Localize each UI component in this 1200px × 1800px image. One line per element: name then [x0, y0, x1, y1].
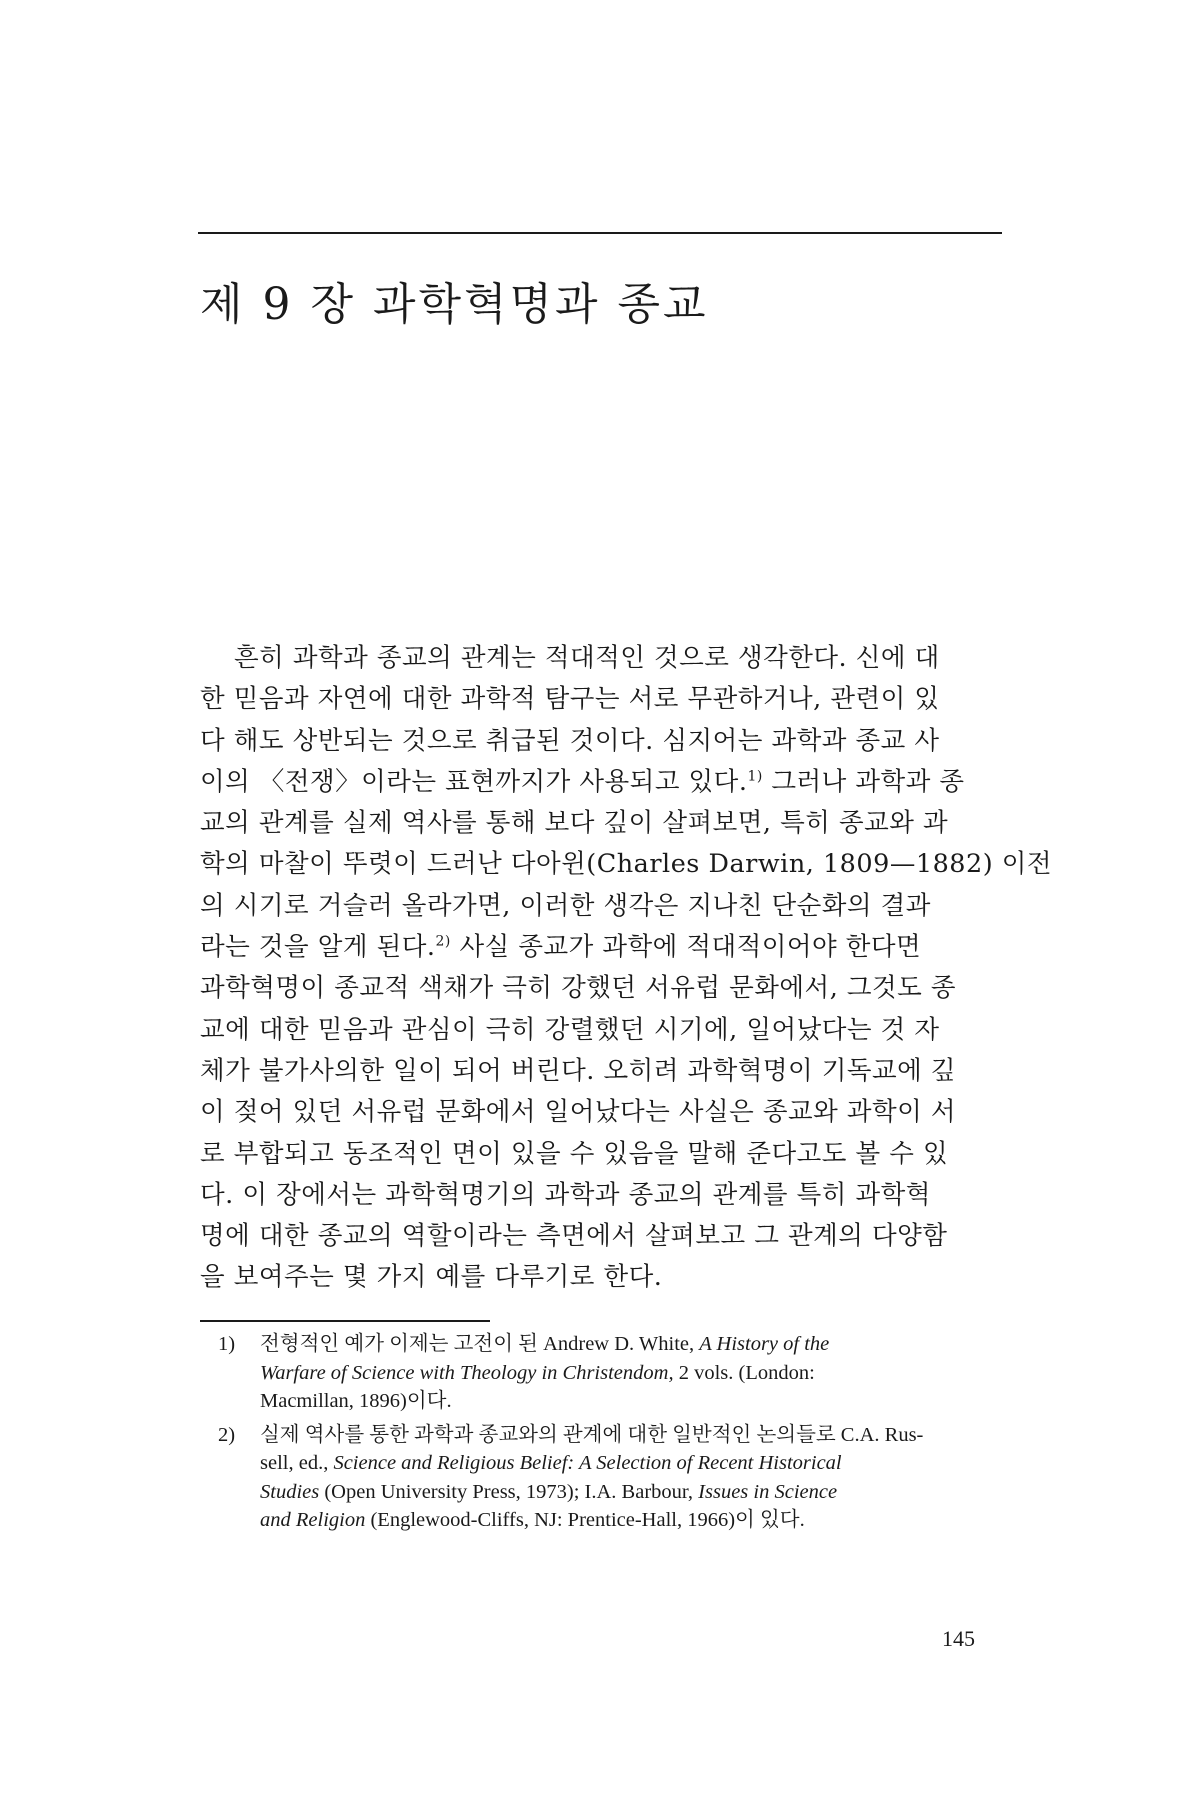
- body-line-with-footnote: [200, 927, 1006, 968]
- body-line: 로 부합되고 동조적인 면이 있을 수 있음을 말해 준다고도 볼 수 있: [200, 1138, 949, 1169]
- body-line: 을 보여주는 몇 가지 예를 다루기로 한다.: [200, 1262, 663, 1293]
- footnote-title: and Religion: [260, 1509, 366, 1531]
- body-line: 체가 불가사의한 일이 되어 버린다. 오히려 과학혁명이 기독교에 깊: [200, 1055, 957, 1086]
- body-line: 과학혁명이 종교적 색채가 극히 강했던 서유럽 문화에서, 그것도 종: [200, 973, 957, 1004]
- body-line: 이 젖어 있던 서유럽 문화에서 일어났다는 사실은 종교와 과학이 서: [200, 1097, 957, 1128]
- body-line-text: 라는 것을 알게 된다.: [200, 932, 436, 963]
- body-line: 흔히 과학과 종교의 관계는 적대적인 것으로 생각한다. 신에 대: [234, 643, 940, 673]
- footnote-text: Macmillan, 1896)이다.: [260, 1390, 452, 1412]
- footnote-text: sell, ed.,: [260, 1452, 329, 1474]
- body-line: 다 해도 상반되는 것으로 취급된 것이다. 심지어는 과학과 종교 사: [200, 725, 940, 756]
- footnote-number: 2): [218, 1423, 236, 1446]
- header-rule: [198, 232, 1002, 234]
- footnote-title: Issues in Science: [698, 1480, 838, 1503]
- body-line-text: 사실 종교가 과학에 적대적이어야 한다면: [450, 932, 922, 963]
- footnote-divider: [200, 1320, 490, 1322]
- footnote-text: (Open University Press, 1973); I.A. Barbour,: [324, 1480, 694, 1503]
- body-line-text: 이의 〈전쟁〉이라는 표현까지가 사용되고 있다.: [200, 766, 748, 797]
- footnote-text: 실제 역사를 통한 과학과 종교와의 관계에 대한 일반적인 논의들로 C.A. Rus-: [260, 1423, 924, 1446]
- footnote: [218, 1330, 1006, 1416]
- footnote-text: 2 vols. (London:: [678, 1361, 815, 1384]
- footnote-title: Science and Religious Belief: A Selection of Recent Historical: [333, 1452, 842, 1474]
- footnote-title: Studies: [260, 1480, 320, 1503]
- footnote-title: Warfare of Science with Theology in Christendom,: [260, 1361, 674, 1384]
- body-line: 교의 관계를 실제 역사를 통해 보다 깊이 살펴보면, 특히 종교와 과: [200, 808, 949, 839]
- body-line-with-footnote: [200, 762, 1006, 803]
- footnote-number: 1): [218, 1333, 236, 1355]
- body-line: 의 시기로 거슬러 올라가면, 이러한 생각은 지나친 단순화의 결과: [200, 890, 931, 921]
- footnote: [218, 1421, 1006, 1535]
- body-line: 교에 대한 믿음과 관심이 극히 강렬했던 시기에, 일어났다는 것 자: [200, 1014, 940, 1045]
- footnote-text: 전형적인 예가 이제는 고전이 된 Andrew D. White,: [260, 1333, 695, 1355]
- footnote-reference[interactable]: 1): [747, 768, 763, 785]
- body-paragraph: [200, 638, 1053, 1299]
- body-line: 학의 마찰이 뚜렷이 드러난 다아윈(Charles Darwin, 1809—1882) 이전: [200, 849, 1053, 880]
- footnote-title: A History of the: [699, 1333, 830, 1355]
- body-line: 명에 대한 종교의 역할이라는 측면에서 살펴보고 그 관계의 다양함: [200, 1221, 948, 1252]
- body-line: 한 믿음과 자연에 대한 과학적 탐구는 서로 무관하거나, 관련이 있: [200, 684, 940, 715]
- body-line-text: 그러나 과학과 종: [762, 766, 965, 797]
- footnote-reference[interactable]: 2): [435, 933, 451, 950]
- footnote-text: (Englewood-Cliffs, NJ: Prentice-Hall, 1966)이 있다.: [370, 1509, 805, 1531]
- page-number: 145: [942, 1626, 975, 1651]
- footnotes-section: [218, 1330, 1006, 1540]
- body-line: 다. 이 장에서는 과학혁명기의 과학과 종교의 관계를 특히 과학혁: [200, 1179, 931, 1210]
- chapter-title: 제 9 장 과학혁명과 종교: [200, 279, 709, 331]
